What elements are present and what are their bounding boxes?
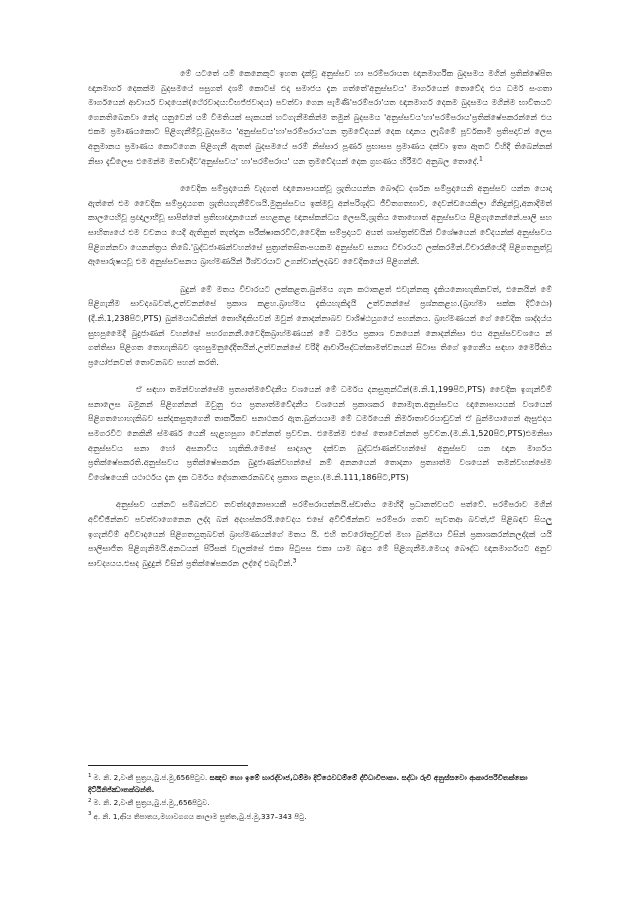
footnote-divider (88, 765, 248, 766)
paragraph-4 (88, 382, 552, 484)
paragraph-5-text: අනුස්සව යන්නට සම්බන්ධව තවත්ඥානොපායකී පරම්පරායත්නයි.ස්ඩාතිය මෙහිදී ප්‍රධානත්වයට පත්වේ. පරම්පරාව මගින් අවිච්ඡින්නව පවත්වාගෙනෙන ලද්ද බන් අදහස්කරයි.වෛදය එසේ අවිච්ඡින්නව පරම්පරා ගතව පැවතආ බවත්,ඒ පිළිබඳව සියලු ඉගැන්වීම් අවිවාදයෙන් පිළිගතයුතුබවත් බ්‍රාහ්මණයන්ගේ මතය යි. එහි තවරෝතුවුවත් මහා බුන්මයා විසින් ප්‍රකාශකරන්නලද්දක් යයි පාලිසාජිත පිළිගැනිමයි.අනධයන් පිරිසක් වැලක්සේ එකා පිටුපස එකා යාම බඳුය මේ පිළිගැනීම.මෙයද බෞද්ධ ඥානමාර්ගයට අනුව සාවද්‍යයය.එසද බුදුදුන් විසින් ප්‍රතික්ෂේපකරන ලද්දේ එබැවින්. (88, 499, 552, 568)
footnote-mark: 1 (88, 772, 92, 779)
body-text (88, 66, 552, 570)
paragraph-3-text: බුදුන් මේ මතය විචාරයට ලක්කළත.බුන්මය ගැන කථාකළත් එවැන්නකු දැකියනොහැකිනවත්, එනෙයින් මේ පිළිගැනීම සාවද්‍යබවත්,උත්වනන්සේ ප්‍රකාශ කළහ.බ්‍රාහ්මය දැකියහැකිදැයි උත්වනන්සේ ප්‍රශ්නකළහ.(බ්‍රාහ්මා සක්ක දිට්ඨො) (දී.නි.1,238පිට,PTS) බුන්මයාධිකින්න් තොහිඳකියවන් ඔවුන් නොදන්නාබව වාශිෂ්ඨයුගයේ පහන්නය. බ්‍රාහ්මණයන් ගේ වෛදික ශාද්දය්ය සුභපුමෛදී බුදුජාණන් වහන්සේ පහරගනනී.වෛදිකබ්‍රාහ්මණයන් මේ ධර්මය ප්‍රකාශ වනයෙන් නොදන්නිසා එය අනුස්සවවශයෙ න් ගත්තිසා පිළිගත තොහැකිබව ශුභසුමනුදේදිතයින්.උත්වනන්සේ වරිදී ආචාරිපද්ධත්කාමත්වනයන් සිටාස තිගේ ඉගෙනීය සඳහා මෛරිතිය ප්‍රයෝජනවත් තොවනබව පහන් කරති. (88, 283, 552, 367)
footnote-citation: ම. නි. 2,වංකී සුත්‍රය,බු.ජ.මු,656පිටුව. (93, 773, 208, 782)
footnote-citation: අ. නි. 1,ආිය තිපාතය,මහාවගගය කාලාම සුත්‍ත,බු.ජ.මු,337–343 පිටු. (93, 811, 307, 821)
paragraph-2 (88, 181, 552, 269)
footnote-citation: ම. නි. 2,වංකී සුත්‍රය,බු.ජ.මු,,656පිටුව. (93, 798, 210, 808)
footnote-mark: 3 (88, 811, 92, 818)
footnote-quote: සඤච හො ඉමේ භාරද්වාජ,ධම්මා දිට්ඨෙවධම්මේ ද්විධාවිපාකා. සද්ධා රුචි අනුස්සවො ආකාරපරිවිතක්කො දිට්ඨිනිජ්ඣාතක්ඛන්ති. (88, 773, 528, 795)
footnote-ref-3: 3 (292, 557, 297, 565)
footnote-1 (88, 772, 552, 796)
paragraph-2-text: වෛදික සම්ප්‍රදායෙනි වැදගත් ඥානොපායක්වූ ශ්‍රැතියයන්න බෞද්ධ දර්ශන සම්ප්‍රදායෙනි අනුස්සව යන්න යොදා ඇත්තේ එම වෛදික සම්ප්‍රදායගත ශ්‍රැතියගැනීම්වශයි.මුනුස්සවය ඉක්මවූ අන්පරිශුද්ධ ජීවිතගතභාව, දෙවන්ඩයෙකිලා ගිනිදුන්වූ,අනාදිමත් කාලයෙහිවූ ප්‍රඥාලාභීවූ සාපිත්තේ ප්‍රතිභාඥානයෙන් පහළකළ ඥානස්කන්ධය ලෙසයි,ශ්‍රැතිය තොහොත් අනුස්සවය පිළිගැනෙන්නේ.පාලි සහ සාහිත්‍යයේ එම වචනය යෙදී ඇතිනුත් තැත්දැන පරීක්ෂාකරවිට,වෛදික සම්ප්‍රදායට අයත් ශාස්ත්‍රත්වයින් විශේෂයෙන් වේදයන්ක් අනුස්සවය පිළිගන්නවා යෙනන්ත්‍රය තිබේ.'බුද්ධජාණන්වහන්සේ සුත්‍රාන්තසිතංපයකම අනුස්සව සනාය විචාරයට ලක්කරමින්.විචාරකීයේදී පිළිගතනුත්වූ ඈපොරුෂයවූ එම අනුස්සවසනය බ්‍රාහ්මණයින් ඊශ්වරයාට උගන්වාන්ලදඛව වෛදිකයෝ පිළිගන්නී. (88, 183, 552, 267)
paragraph-5 (88, 497, 552, 570)
footnote-ref-1: 1 (478, 154, 483, 162)
paragraph-4-text: ඒ සඳහා තමන්වහන්සේම ප්‍රත්‍යාත්මවේදනීය වශයෙන් මේ ධර්මය දනසුතුන්ධින්(ම.නි.1,199පිට,PTS) වෛදික ඉගැන්වීම් සනාලෙස බමුනන් පිළිගන්නන් ඔවුනු එය ප්‍රත්‍යාත්මවේදනීය වශයෙන් ප්‍රකාශකර නොමැත.අනුස්සවය ඥානොපායයක් වශයෙන් පිළිගතහොහැකිබව සන්දකසුතුගෙනී තාර්කිකව සනාථකර ඇත.බුන්යයාම මේ ධර්මයෙනි නිර්මාතාවරයාඩුවන් ඒ බුන්මයාගෙන් ඈසුළුදය සමගරවීට නෙකිනී ස්මර්ණ යෙනී සැළහපුගා වෙන්නත් ප්‍රවචන. එමෙන්ම එසේ තොවෙන්නත් ප්‍රවචන.(ම.නි.1,520පිට,PTS)එමනිසා අනුස්සවය සනා හෝ අසනාවිය හැකිකි.මෙසේ සාද්‍යාල දක්වන බුද්ධජාණන්වහන්සේ අනුස්සව යන ඥාන මාර්ගය ප්‍රතික්ෂේපකරති.අනුස්සවය ප්‍රතික්ෂේපකරන බුදුජාණන්වහන්සේ නම් අනනයෙන් තොදනා ප්‍රත්‍යාත්ම වශයෙන් තමන්වහන්සේම විශේෂයෙනි යථාර්ථය දැන දැක ධර්මය දේශනාකරනබවද ප්‍රකාශ කළහ.(ම.නි.111,186පිට,PTS) (88, 384, 552, 482)
footnotes (88, 772, 552, 824)
paragraph-3 (88, 282, 552, 370)
paragraph-1-text: මේ යටතේ යම් කෙනෙකුට ඉහත දැක්වූ අනුස්සව හා පරම්පරායත ඥානමාර්ගික බුදසමය මගින් ප්‍රතික්ෂේපිත ඥානමාර්ග දෙකක්ම බුදසමයේ පසුගත් දශම් කොටස් එදා සමාජය දැන ගත්තේ'අනුස්සවය' මාර්ගයෙන් තොවේද එය ධර්ම සංගතා මාර්ගයෙන් ආචාර්ය වාදයෙන්(ථේරවාදය:විභජ්ජවාදය) පවත්වා ගෙන පැමිණි'පරම්පරා'යත ඥානමාර්ග දෙකම බුදසමය මගින්ම භාවිතයට ගෙනතිබෙනවා නේද යනුවෙන් යම් විමතියක් සැකයක් හටගැනීමකින්ම තමුන් බුදසමය 'අනුස්සවය'හා'පරම්පරාය'ප්‍රතික්ෂේපකරන්නේ එය එකම ප්‍රමාණයකොට පිළිගැනීම්වූ.බුදසමය 'අනුස්සවය'හා'පරම්පරාය'යන ත්‍රමවේදයන් දෙක ඥානය ලැබීමේ පූර්වකාමී ප්‍රතිපදාවන් ලෙස අනුමානය ප්‍රමාණය කොටගෙන පිළිගැනී ඇතත් බුදසමයේ පරම් නිස්සාර පූර්ණ ප්‍රභාසප ප්‍රමාණය දක්වා ඉතා ඈතට විහිදී තිබෙන්නක් නිසා දැඩිලෙස එමෙන්ම මතවාදීව'අනුස්සවය' හා'පරම්පරාය' යන ත්‍රමවේදයන් දෙක ග්‍රහණය හිරීමට අනුබල තොදේ. (88, 68, 552, 166)
footnote-2 (88, 797, 552, 809)
paragraph-1 (88, 66, 552, 168)
footnote-3 (88, 811, 552, 823)
footnote-mark: 2 (88, 798, 92, 805)
